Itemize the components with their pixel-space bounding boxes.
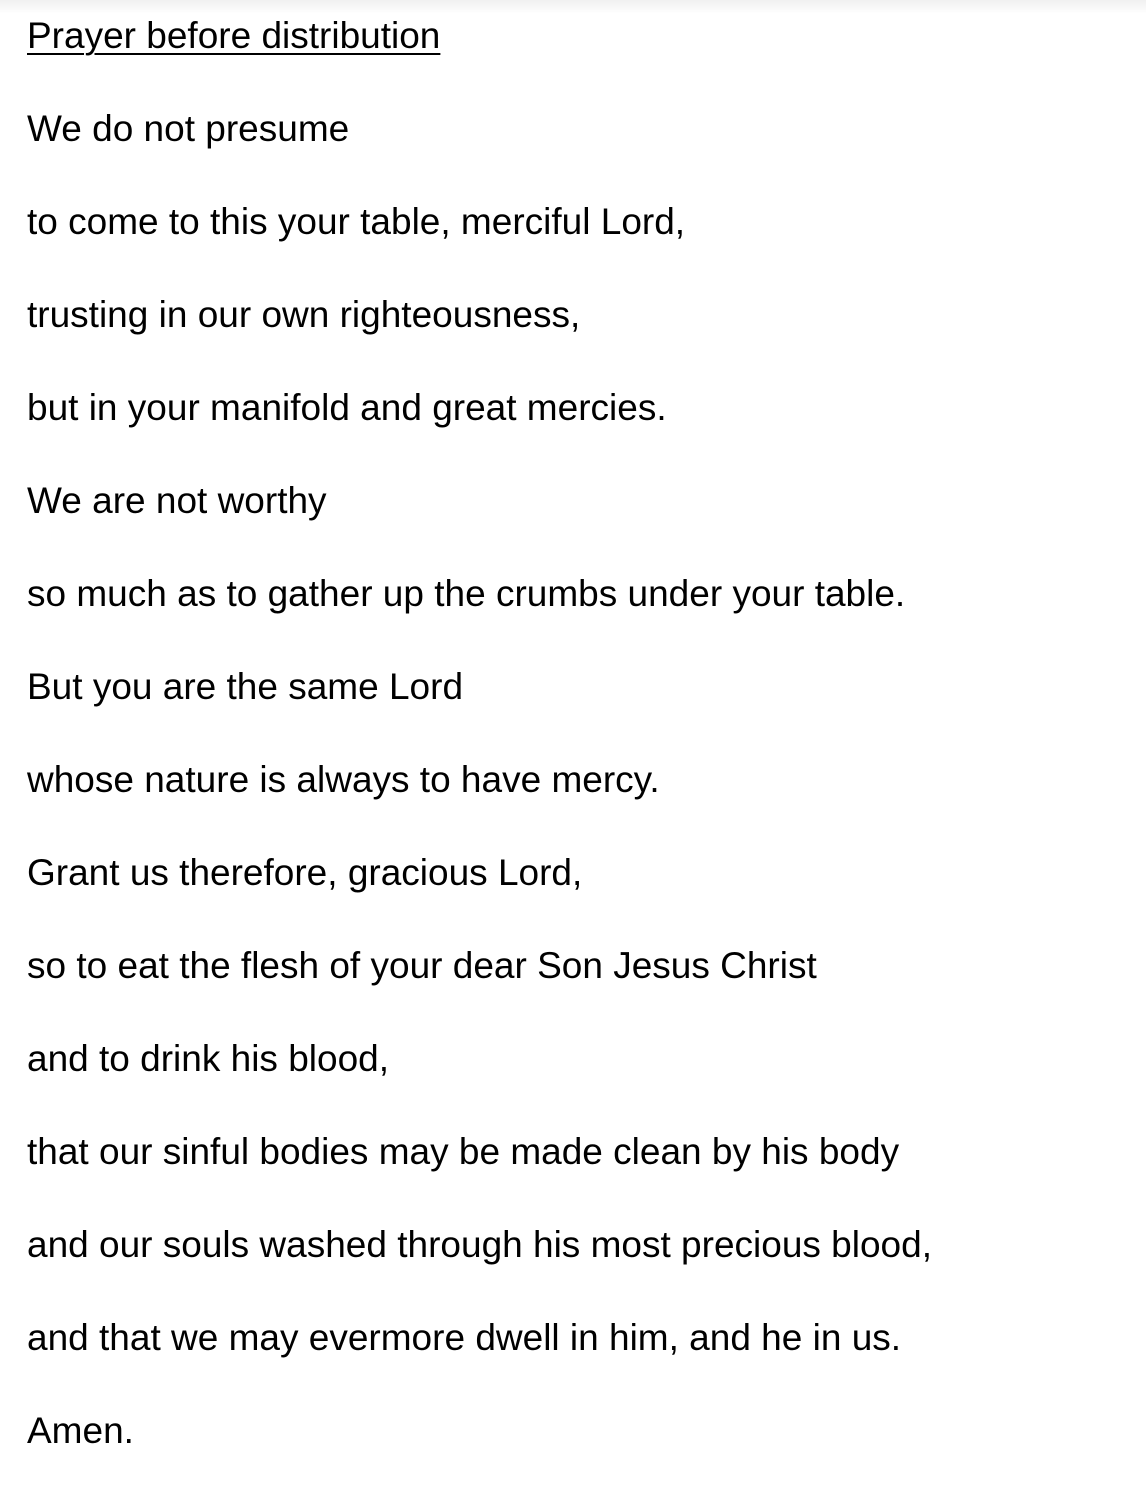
prayer-line-13: and our souls washed through his most precious blood, [27,1224,932,1265]
prayer-line-10: so to eat the flesh of your dear Son Jesus Christ [27,945,817,986]
prayer-line-14: and that we may evermore dwell in him, and he in us. [27,1317,902,1358]
prayer-line-8: whose nature is always to have mercy. [27,759,660,800]
prayer-line-3: trusting in our own righteousness, [27,294,581,335]
prayer-line-11: and to drink his blood, [27,1038,390,1079]
prayer-line-2: to come to this your table, merciful Lord, [27,201,686,242]
prayer-line-1: We do not presume [27,108,350,149]
top-edge-shadow [0,0,1146,14]
prayer-line-12: that our sinful bodies may be made clean by his body [27,1131,900,1172]
prayer-line-4: but in your manifold and great mercies. [27,387,667,428]
prayer-line-amen: Amen. [27,1410,134,1451]
prayer-line-6: so much as to gather up the crumbs under your table. [27,573,906,614]
prayer-line-5: We are not worthy [27,480,327,521]
prayer-line-9: Grant us therefore, gracious Lord, [27,852,583,893]
document-title: Prayer before distribution [27,15,441,56]
prayer-line-7: But you are the same Lord [27,666,464,707]
